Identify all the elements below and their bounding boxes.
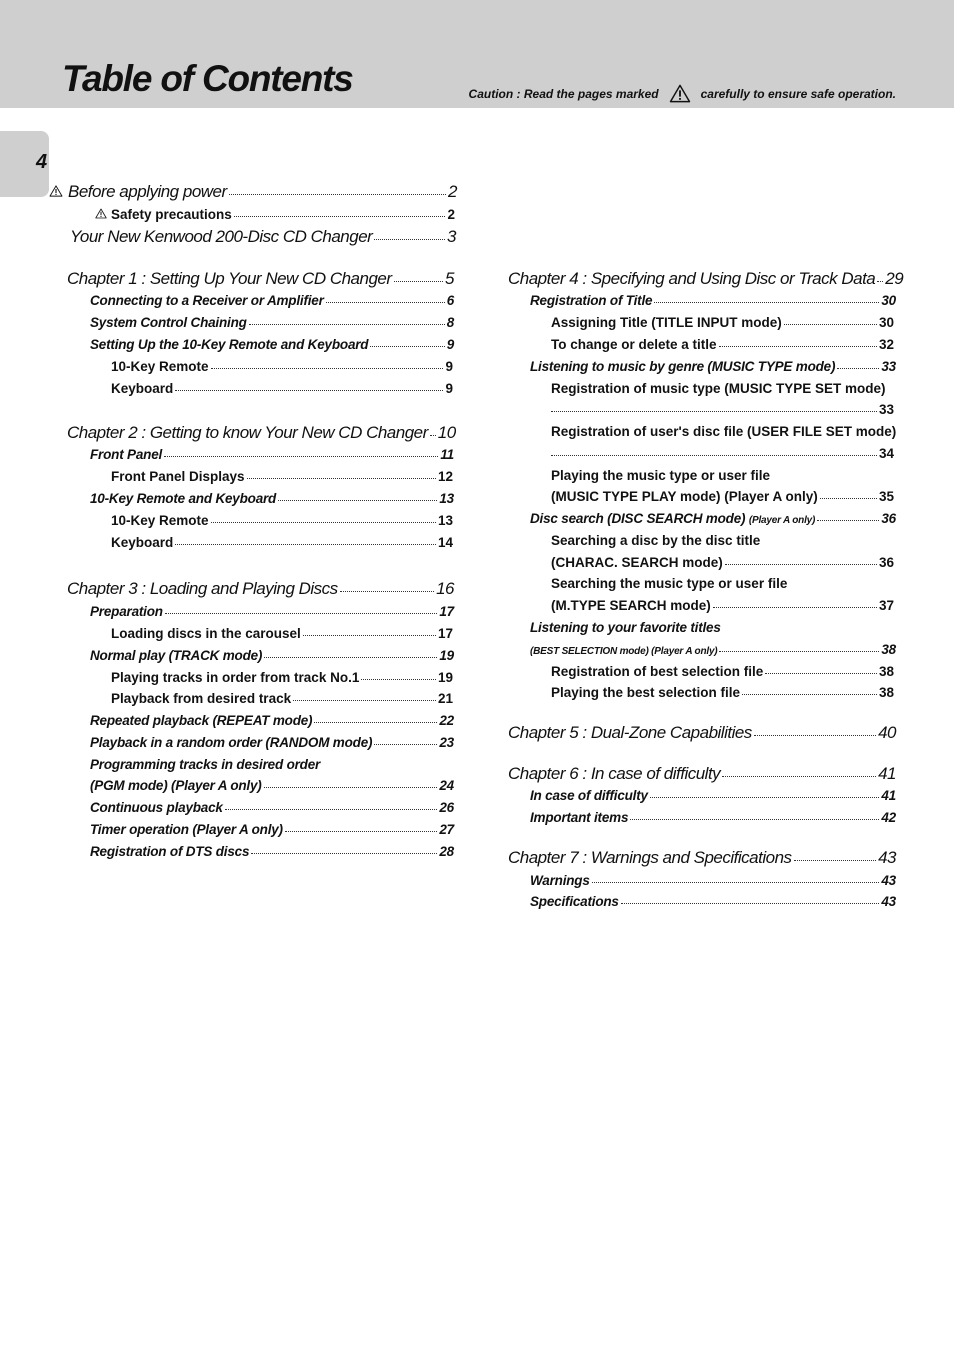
toc-page: 36 <box>881 511 896 526</box>
toc-entry[interactable] <box>90 447 454 462</box>
toc-label: Disc search (DISC SEARCH mode) <box>530 511 746 526</box>
toc-entry[interactable] <box>530 894 896 909</box>
toc-label: Chapter 4 : Specifying and Using Disc or Track Data <box>508 269 876 288</box>
toc-label: Normal play (TRACK mode) <box>90 648 263 663</box>
leader-dots <box>251 853 437 854</box>
toc-page: 5 <box>445 269 454 288</box>
toc-entry-chapter-2[interactable] <box>67 423 454 443</box>
toc-entry[interactable] <box>551 315 894 330</box>
toc-entry[interactable] <box>530 511 896 526</box>
toc-page: 9 <box>445 381 453 396</box>
toc-entry-chapter-6[interactable] <box>508 764 896 784</box>
leader-dots <box>164 456 438 457</box>
leader-dots <box>374 239 445 240</box>
toc-entry[interactable] <box>551 598 894 613</box>
toc-label: Specifications <box>530 894 619 909</box>
toc-label-small: (Player A only) <box>748 515 816 526</box>
leader-dots <box>837 368 879 369</box>
toc-entry[interactable] <box>90 648 454 663</box>
toc-page: 12 <box>437 469 453 484</box>
leader-dots <box>175 390 443 391</box>
warning-triangle-icon <box>669 84 691 103</box>
toc-entry-heading[interactable] <box>551 468 894 483</box>
toc-page: 16 <box>436 579 454 598</box>
toc-label: Chapter 6 : In case of difficulty <box>508 764 721 783</box>
leader-dots <box>285 831 438 832</box>
toc-entry-heading[interactable] <box>551 381 896 396</box>
toc-entry[interactable] <box>111 359 453 374</box>
toc-entry[interactable] <box>551 664 894 679</box>
leader-dots <box>264 657 437 658</box>
toc-page: 13 <box>437 513 453 528</box>
caution-text-before: Caution : Read the pages marked <box>468 86 659 101</box>
toc-label: Searching a disc by the disc title <box>551 533 761 548</box>
toc-page: 38 <box>881 642 896 657</box>
leader-dots <box>370 346 444 347</box>
toc-entry-chapter-1[interactable] <box>67 269 454 289</box>
toc-entry[interactable] <box>530 359 896 374</box>
toc-page: 42 <box>881 810 896 825</box>
toc-entry[interactable] <box>530 788 896 803</box>
toc-label: Loading discs in the carousel <box>111 626 301 641</box>
toc-entry[interactable] <box>90 735 454 750</box>
toc-page: 19 <box>437 670 453 685</box>
toc-entry-chapter-5[interactable] <box>508 723 896 743</box>
toc-page: 41 <box>878 764 896 783</box>
leader-dots <box>722 776 876 777</box>
toc-entry[interactable] <box>90 491 454 506</box>
toc-entry[interactable] <box>111 381 453 396</box>
toc-entry-chapter-7[interactable] <box>508 848 896 868</box>
toc-entry-heading[interactable] <box>530 620 896 635</box>
toc-label: Chapter 3 : Loading and Playing Discs <box>67 579 338 598</box>
toc-label: Playback in a random order (RANDOM mode) <box>90 735 373 750</box>
toc-page: 32 <box>878 337 894 352</box>
toc-entry[interactable] <box>530 642 896 657</box>
toc-label: Keyboard <box>111 535 174 550</box>
toc-label: 10-Key Remote and Keyboard <box>90 491 277 506</box>
toc-entry[interactable] <box>551 555 894 570</box>
toc-page: 41 <box>881 788 896 803</box>
toc-entry[interactable] <box>90 713 454 728</box>
toc-page: 24 <box>439 778 454 793</box>
leader-dots <box>394 281 443 282</box>
toc-entry-heading[interactable] <box>90 757 454 772</box>
toc-page: 40 <box>878 723 896 742</box>
leader-dots <box>211 522 436 523</box>
toc-label: Listening to your favorite titles <box>530 620 721 635</box>
toc-page: 26 <box>439 800 454 815</box>
toc-entry-chapter-4[interactable] <box>508 269 904 289</box>
toc-page: 33 <box>878 402 894 417</box>
toc-label: Before applying power <box>68 182 227 201</box>
toc-entry-heading[interactable] <box>551 533 894 548</box>
toc-entry[interactable] <box>90 778 454 793</box>
leader-dots <box>551 455 877 456</box>
leader-dots <box>630 819 879 820</box>
toc-entry[interactable] <box>530 873 896 888</box>
toc-label: Important items <box>530 810 629 825</box>
toc-page: 13 <box>439 491 454 506</box>
toc-page: 23 <box>439 735 454 750</box>
toc-page: 38 <box>878 664 894 679</box>
toc-page: 17 <box>439 604 454 619</box>
toc-entry[interactable] <box>551 337 894 352</box>
toc-page: 8 <box>446 315 454 330</box>
toc-label: Registration of user's disc file (USER FILE SET mode) <box>551 424 897 439</box>
toc-page: 30 <box>881 293 896 308</box>
leader-dots <box>303 635 436 636</box>
toc-entry-continuation[interactable] <box>551 402 894 417</box>
leader-dots <box>249 324 445 325</box>
toc-label: Repeated playback (REPEAT mode) <box>90 713 313 728</box>
toc-entry[interactable] <box>90 293 454 308</box>
toc-label: Registration of music type (MUSIC TYPE SET mode) <box>551 381 886 396</box>
toc-entry[interactable] <box>90 315 454 330</box>
toc-entry-your-new-kenwood[interactable] <box>70 227 456 247</box>
toc-label: Preparation <box>90 604 163 619</box>
toc-label: Playback from desired track <box>111 691 292 706</box>
toc-entry[interactable] <box>90 337 454 352</box>
toc-entry-heading[interactable] <box>551 576 894 591</box>
leader-dots <box>361 679 436 680</box>
toc-label: (PGM mode) (Player A only) <box>90 778 262 793</box>
toc-page: 2 <box>447 207 455 222</box>
toc-label: System Control Chaining <box>90 315 247 330</box>
toc-page: 27 <box>439 822 454 837</box>
toc-label: Playing the music type or user file <box>551 468 771 483</box>
toc-page: 19 <box>439 648 454 663</box>
leader-dots <box>654 302 879 303</box>
toc-page: 43 <box>878 848 896 867</box>
leader-dots <box>430 435 436 436</box>
toc-label: Connecting to a Receiver or Amplifier <box>90 293 324 308</box>
toc-label: Programming tracks in desired order <box>90 757 321 772</box>
leader-dots <box>754 735 876 736</box>
toc-page: 21 <box>437 691 453 706</box>
toc-entry[interactable] <box>90 844 454 859</box>
toc-page: 29 <box>885 269 904 288</box>
leader-dots <box>293 700 436 701</box>
leader-dots <box>719 346 877 347</box>
leader-dots <box>225 809 438 810</box>
toc-label: Keyboard <box>111 381 174 396</box>
toc-page: 11 <box>440 447 454 462</box>
toc-page: 37 <box>878 598 894 613</box>
toc-label: 10-Key Remote <box>111 513 209 528</box>
toc-page: 9 <box>446 337 454 352</box>
toc-entry[interactable] <box>111 469 453 484</box>
leader-dots <box>784 324 877 325</box>
leader-dots <box>742 694 877 695</box>
toc-page: 34 <box>878 446 894 461</box>
toc-page: 35 <box>878 489 894 504</box>
caution-note <box>469 84 896 103</box>
toc-page: 33 <box>881 359 896 374</box>
toc-page: 9 <box>445 359 453 374</box>
toc-page: 36 <box>878 555 894 570</box>
toc-entry[interactable] <box>530 810 896 825</box>
toc-entry[interactable] <box>90 822 454 837</box>
leader-dots <box>175 544 436 545</box>
toc-label: Registration of DTS discs <box>90 844 250 859</box>
toc-page: 2 <box>448 182 457 201</box>
page-title: Table of Contents <box>62 58 353 99</box>
toc-label: Registration of Title <box>530 293 653 308</box>
leader-dots <box>264 787 438 788</box>
toc-page: 6 <box>446 293 454 308</box>
toc-page: 28 <box>439 844 454 859</box>
warning-triangle-icon <box>49 185 63 197</box>
toc-label: Timer operation (Player A only) <box>90 822 283 837</box>
toc-label: Listening to music by genre (MUSIC TYPE mode) <box>530 359 836 374</box>
toc-label: Safety precautions <box>111 207 232 222</box>
toc-page: 3 <box>447 227 456 246</box>
leader-dots <box>719 651 879 652</box>
toc-label: Continuous playback <box>90 800 223 815</box>
toc-label: To change or delete a title <box>551 337 717 352</box>
toc-label: 10-Key Remote <box>111 359 209 374</box>
leader-dots <box>165 613 438 614</box>
toc-label: Front Panel Displays <box>111 469 245 484</box>
leader-dots <box>314 722 437 723</box>
toc-entry[interactable] <box>111 670 453 685</box>
warning-triangle-icon <box>95 208 107 219</box>
toc-page: 10 <box>437 423 456 442</box>
toc-entry[interactable] <box>111 513 453 528</box>
toc-label: Searching the music type or user file <box>551 576 788 591</box>
toc-page: 14 <box>437 535 453 550</box>
toc-entry[interactable] <box>551 489 894 504</box>
leader-dots <box>551 411 877 412</box>
toc-label: (BEST SELECTION mode) (Player A only) <box>530 646 718 657</box>
leader-dots <box>794 860 877 861</box>
toc-label: Registration of best selection file <box>551 664 764 679</box>
toc-label: Warnings <box>530 873 590 888</box>
toc-entry[interactable] <box>111 535 453 550</box>
leader-dots <box>765 673 877 674</box>
toc-label: Your New Kenwood 200-Disc CD Changer <box>70 227 373 246</box>
leader-dots <box>278 500 437 501</box>
toc-entry[interactable] <box>90 604 454 619</box>
toc-entry-continuation[interactable] <box>551 446 894 461</box>
toc-label: Setting Up the 10-Key Remote and Keyboard <box>90 337 369 352</box>
toc-entry[interactable] <box>111 626 453 641</box>
toc-label: Chapter 7 : Warnings and Specifications <box>508 848 792 867</box>
toc-label: In case of difficulty <box>530 788 648 803</box>
leader-dots <box>229 194 446 195</box>
page-number: 4 <box>36 151 48 173</box>
leader-dots <box>713 607 877 608</box>
toc-label: Chapter 2 : Getting to know Your New CD Changer <box>67 423 428 442</box>
toc-page: 30 <box>878 315 894 330</box>
toc-label: Assigning Title (TITLE INPUT mode) <box>551 315 782 330</box>
toc-entry-chapter-3[interactable] <box>67 579 454 599</box>
leader-dots <box>247 478 436 479</box>
toc-label: Chapter 1 : Setting Up Your New CD Changer <box>67 269 392 288</box>
leader-dots <box>621 903 880 904</box>
toc-entry-safety-precautions[interactable] <box>95 207 455 222</box>
toc-page: 38 <box>878 685 894 700</box>
toc-page: 17 <box>437 626 453 641</box>
toc-label: Front Panel <box>90 447 163 462</box>
leader-dots <box>326 302 445 303</box>
toc-page: 43 <box>881 873 896 888</box>
leader-dots <box>374 744 437 745</box>
leader-dots <box>725 564 877 565</box>
toc-label: (M.TYPE SEARCH mode) <box>551 598 711 613</box>
leader-dots <box>211 368 444 369</box>
toc-entry[interactable] <box>530 293 896 308</box>
leader-dots <box>592 882 880 883</box>
leader-dots <box>650 797 880 798</box>
toc-label: Chapter 5 : Dual-Zone Capabilities <box>508 723 752 742</box>
caution-text-after: carefully to ensure safe operation. <box>700 86 896 101</box>
leader-dots <box>820 498 877 499</box>
toc-label: Playing the best selection file <box>551 685 741 700</box>
toc-page: 22 <box>439 713 454 728</box>
toc-entry[interactable] <box>111 691 453 706</box>
leader-dots <box>877 281 883 282</box>
toc-label: Playing tracks in order from track No.1 <box>111 670 360 685</box>
toc-entry[interactable] <box>90 800 454 815</box>
toc-label: (CHARAC. SEARCH mode) <box>551 555 723 570</box>
toc-label: (MUSIC TYPE PLAY mode) (Player A only) <box>551 489 818 504</box>
leader-dots <box>234 216 446 217</box>
toc-page: 43 <box>881 894 896 909</box>
toc-entry[interactable] <box>551 685 894 700</box>
toc-entry-heading[interactable] <box>551 424 896 439</box>
toc-entry-before-applying-power[interactable] <box>49 182 457 202</box>
leader-dots <box>817 520 879 521</box>
leader-dots <box>340 591 434 592</box>
